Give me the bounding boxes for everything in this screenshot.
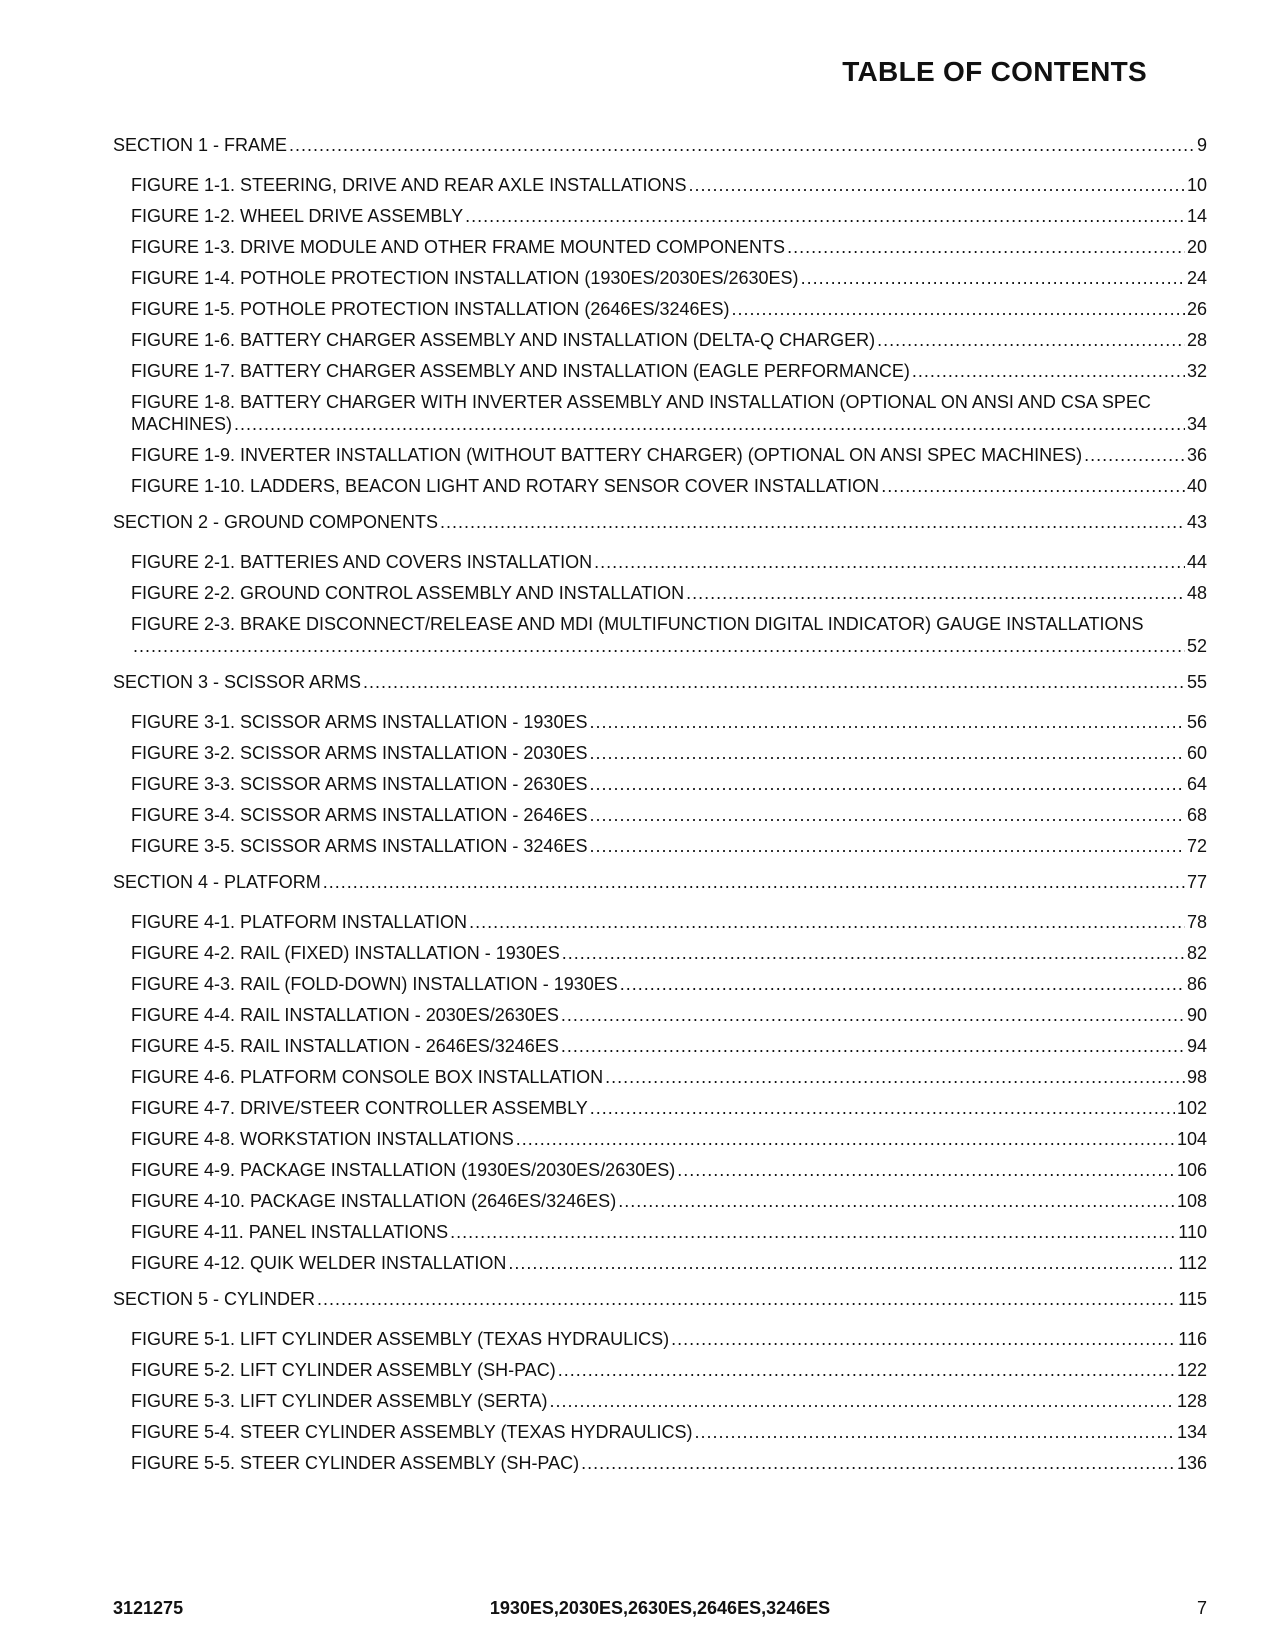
toc-figure-label: FIGURE 3-5. SCISSOR ARMS INSTALLATION - 3246ES — [131, 836, 588, 856]
toc-section-label: SECTION 4 - PLATFORM — [113, 872, 321, 892]
toc-figure-label: FIGURE 4-2. RAIL (FIXED) INSTALLATION - 1930ES — [131, 943, 560, 963]
toc-page-number: 9 — [1196, 135, 1207, 155]
toc-figure-entry[interactable] — [113, 1252, 1207, 1274]
toc-page-number: 122 — [1176, 1360, 1207, 1380]
toc-figure-label: FIGURE 4-7. DRIVE/STEER CONTROLLER ASSEMBLY — [131, 1098, 588, 1118]
toc-figure-label: FIGURE 4-8. WORKSTATION INSTALLATIONS — [131, 1129, 514, 1149]
toc-figure-label: FIGURE 2-3. BRAKE DISCONNECT/RELEASE AND MDI (MULTIFUNCTION DIGITAL INDICATOR) GAUGE INSTALLATIONS — [131, 614, 1144, 634]
toc-page-number: 112 — [1178, 1253, 1207, 1273]
dot-leader — [516, 1128, 1175, 1150]
dot-leader — [323, 871, 1185, 893]
toc-page-number: 98 — [1186, 1067, 1207, 1087]
toc-figure-entry[interactable] — [113, 742, 1207, 764]
dot-leader — [694, 1421, 1174, 1443]
toc-section — [113, 511, 1207, 657]
toc-figure-entry[interactable] — [113, 360, 1207, 382]
toc-figure-label: FIGURE 3-4. SCISSOR ARMS INSTALLATION - 2646ES — [131, 805, 588, 825]
dot-leader — [581, 1452, 1175, 1474]
toc-section-label: SECTION 1 - FRAME — [113, 135, 288, 155]
toc-figure-label: FIGURE 5-5. STEER CYLINDER ASSEMBLY (SH-PAC) — [131, 1453, 580, 1473]
toc-figure-label: FIGURE 1-4. POTHOLE PROTECTION INSTALLATION (1930ES/2030ES/2630ES) — [131, 268, 799, 288]
dot-leader — [562, 942, 1185, 964]
toc-page-number: 52 — [1186, 636, 1207, 656]
dot-leader — [618, 1190, 1175, 1212]
toc-page-number: 10 — [1186, 175, 1207, 195]
toc-figure-entry[interactable] — [113, 391, 1207, 435]
toc-page-number: 134 — [1176, 1422, 1207, 1442]
dot-leader — [561, 1004, 1185, 1026]
toc-figure-label: FIGURE 4-4. RAIL INSTALLATION - 2030ES/2630ES — [131, 1005, 559, 1025]
toc-page-number: 26 — [1186, 299, 1207, 319]
toc-section — [113, 871, 1207, 1274]
toc-figure-entry[interactable] — [113, 1159, 1207, 1181]
dot-leader — [558, 1359, 1175, 1381]
toc-figure-label: FIGURE 5-3. LIFT CYLINDER ASSEMBLY (SERTA) — [131, 1391, 548, 1411]
toc-section — [113, 134, 1207, 497]
toc-page-number: 78 — [1186, 912, 1207, 932]
dot-leader — [133, 635, 1185, 657]
dot-leader — [605, 1066, 1185, 1088]
toc-page-number: 40 — [1186, 476, 1207, 496]
dot-leader — [620, 973, 1185, 995]
toc-figure-entry[interactable] — [113, 835, 1207, 857]
table-of-contents — [113, 134, 1207, 1488]
toc-figure-label: FIGURE 1-9. INVERTER INSTALLATION (WITHOUT BATTERY CHARGER) (OPTIONAL ON ANSI SPEC MACHINES) — [131, 445, 1083, 465]
toc-figure-label: FIGURE 2-1. BATTERIES AND COVERS INSTALLATION — [131, 552, 593, 572]
toc-figure-label: FIGURE 3-1. SCISSOR ARMS INSTALLATION - 1930ES — [131, 712, 588, 732]
toc-figure-entry[interactable] — [113, 1421, 1207, 1443]
toc-figure-label: FIGURE 1-6. BATTERY CHARGER ASSEMBLY AND INSTALLATION (DELTA-Q CHARGER) — [131, 330, 876, 350]
toc-figure-entry[interactable] — [113, 911, 1207, 933]
toc-page-number: 102 — [1176, 1098, 1207, 1118]
toc-section-entry[interactable] — [113, 1288, 1207, 1310]
toc-figure-entry[interactable] — [113, 582, 1207, 604]
toc-section — [113, 671, 1207, 857]
toc-section-entry[interactable] — [113, 671, 1207, 693]
toc-page-number: 86 — [1186, 974, 1207, 994]
toc-figure-entry[interactable] — [113, 711, 1207, 733]
toc-page-number: 110 — [1178, 1222, 1207, 1242]
toc-page-number: 43 — [1186, 512, 1207, 532]
toc-figure-label: FIGURE 2-2. GROUND CONTROL ASSEMBLY AND INSTALLATION — [131, 583, 685, 603]
toc-page-number: 94 — [1186, 1036, 1207, 1056]
toc-figure-entry[interactable] — [113, 329, 1207, 351]
toc-page-number: 108 — [1176, 1191, 1207, 1211]
toc-figure-entry[interactable] — [113, 1390, 1207, 1412]
dot-leader — [469, 911, 1185, 933]
toc-figure-label: FIGURE 5-2. LIFT CYLINDER ASSEMBLY (SH-PAC) — [131, 1360, 556, 1380]
dot-leader — [289, 134, 1195, 156]
toc-figure-entry[interactable] — [113, 1452, 1207, 1474]
toc-page-number: 56 — [1186, 712, 1207, 732]
toc-figure-entry[interactable] — [113, 1097, 1207, 1119]
toc-figure-entry[interactable] — [113, 804, 1207, 826]
toc-page-number: 28 — [1186, 330, 1207, 350]
toc-page-number: 72 — [1186, 836, 1207, 856]
dot-leader — [877, 329, 1185, 351]
toc-figure-label: FIGURE 1-2. WHEEL DRIVE ASSEMBLY — [131, 206, 464, 226]
toc-section-entry[interactable] — [113, 871, 1207, 893]
toc-figure-entry[interactable] — [113, 1359, 1207, 1381]
toc-figure-label: FIGURE 1-5. POTHOLE PROTECTION INSTALLATION (2646ES/3246ES) — [131, 299, 730, 319]
toc-figure-label: FIGURE 1-8. BATTERY CHARGER WITH INVERTER ASSEMBLY AND INSTALLATION (OPTIONAL ON ANSI AND CSA SPEC — [131, 392, 1151, 412]
toc-figure-label: FIGURE 4-1. PLATFORM INSTALLATION — [131, 912, 468, 932]
toc-figure-entry[interactable] — [113, 1328, 1207, 1350]
toc-figure-label: FIGURE 1-1. STEERING, DRIVE AND REAR AXLE INSTALLATIONS — [131, 175, 687, 195]
dot-leader — [590, 1097, 1175, 1119]
toc-page-number: 68 — [1186, 805, 1207, 825]
dot-leader — [1084, 444, 1185, 466]
toc-figure-label: FIGURE 4-12. QUIK WELDER INSTALLATION — [131, 1253, 507, 1273]
toc-figure-label-continued: MACHINES) — [131, 414, 233, 434]
toc-figure-entry[interactable] — [113, 1221, 1207, 1243]
toc-figure-label: FIGURE 4-3. RAIL (FOLD-DOWN) INSTALLATION - 1930ES — [131, 974, 618, 994]
page-number: 7 — [1196, 1598, 1207, 1618]
toc-figure-label: FIGURE 4-10. PACKAGE INSTALLATION (2646ES/3246ES) — [131, 1191, 617, 1211]
toc-page-number: 104 — [1176, 1129, 1207, 1149]
dot-leader — [317, 1288, 1176, 1310]
toc-figure-entry[interactable] — [113, 613, 1207, 657]
dot-leader — [787, 236, 1185, 258]
toc-figure-label: FIGURE 4-11. PANEL INSTALLATIONS — [131, 1222, 449, 1242]
toc-page-number: 24 — [1186, 268, 1207, 288]
toc-figure-entry[interactable] — [113, 475, 1207, 497]
toc-section-entry[interactable] — [113, 511, 1207, 533]
toc-page-number: 90 — [1186, 1005, 1207, 1025]
toc-figure-entry[interactable] — [113, 236, 1207, 258]
toc-figure-entry[interactable] — [113, 174, 1207, 196]
toc-section-entry[interactable] — [113, 134, 1207, 156]
toc-section — [113, 1288, 1207, 1474]
toc-figure-label: FIGURE 1-7. BATTERY CHARGER ASSEMBLY AND INSTALLATION (EAGLE PERFORMANCE) — [131, 361, 910, 381]
dot-leader — [234, 413, 1185, 435]
page-title: TABLE OF CONTENTS — [842, 56, 1147, 87]
dot-leader — [912, 360, 1185, 382]
dot-leader — [688, 174, 1185, 196]
dot-leader — [589, 773, 1185, 795]
toc-page-number: 82 — [1186, 943, 1207, 963]
toc-page-number: 20 — [1186, 237, 1207, 257]
toc-page-number: 115 — [1178, 1289, 1207, 1309]
toc-figure-entry[interactable] — [113, 444, 1207, 466]
toc-figure-label: FIGURE 1-10. LADDERS, BEACON LIGHT AND ROTARY SENSOR COVER INSTALLATION — [131, 476, 880, 496]
toc-figure-entry[interactable] — [113, 1128, 1207, 1150]
toc-figure-entry[interactable] — [113, 267, 1207, 289]
toc-figure-label: FIGURE 4-5. RAIL INSTALLATION - 2646ES/3246ES — [131, 1036, 559, 1056]
toc-figure-entry[interactable] — [113, 1004, 1207, 1026]
doc-number: 3121275 — [113, 1598, 184, 1618]
toc-page-number: 77 — [1186, 872, 1207, 892]
toc-figure-label: FIGURE 1-3. DRIVE MODULE AND OTHER FRAME MOUNTED COMPONENTS — [131, 237, 786, 257]
toc-figure-entry[interactable] — [113, 1066, 1207, 1088]
dot-leader — [363, 671, 1185, 693]
dot-leader — [589, 711, 1185, 733]
toc-page-number: 48 — [1186, 583, 1207, 603]
dot-leader — [465, 205, 1185, 227]
dot-leader — [508, 1252, 1176, 1274]
dot-leader — [549, 1390, 1175, 1412]
toc-figure-entry[interactable] — [113, 551, 1207, 573]
toc-page-number: 44 — [1186, 552, 1207, 572]
toc-page-number: 60 — [1186, 743, 1207, 763]
dot-leader — [450, 1221, 1176, 1243]
dot-leader — [589, 804, 1185, 826]
dot-leader — [686, 582, 1185, 604]
dot-leader — [561, 1035, 1185, 1057]
dot-leader — [801, 267, 1185, 289]
dot-leader — [732, 298, 1185, 320]
toc-page-number: 64 — [1186, 774, 1207, 794]
dot-leader — [594, 551, 1185, 573]
toc-figure-entry[interactable] — [113, 1190, 1207, 1212]
toc-figure-label: FIGURE 5-1. LIFT CYLINDER ASSEMBLY (TEXAS HYDRAULICS) — [131, 1329, 670, 1349]
toc-page-number: 14 — [1186, 206, 1207, 226]
toc-page-number: 55 — [1186, 672, 1207, 692]
toc-section-label: SECTION 3 - SCISSOR ARMS — [113, 672, 362, 692]
toc-section-label: SECTION 5 - CYLINDER — [113, 1289, 316, 1309]
toc-figure-entry[interactable] — [113, 1035, 1207, 1057]
toc-page-number: 34 — [1186, 414, 1207, 434]
toc-figure-label: FIGURE 4-9. PACKAGE INSTALLATION (1930ES/2030ES/2630ES) — [131, 1160, 676, 1180]
toc-figure-entry[interactable] — [113, 205, 1207, 227]
toc-page-number: 136 — [1176, 1453, 1207, 1473]
toc-figure-entry[interactable] — [113, 973, 1207, 995]
model-list: 1930ES,2030ES,2630ES,2646ES,3246ES — [489, 1598, 831, 1618]
dot-leader — [440, 511, 1185, 533]
toc-section-label: SECTION 2 - GROUND COMPONENTS — [113, 512, 439, 532]
toc-page-number: 106 — [1176, 1160, 1207, 1180]
toc-page-number: 128 — [1176, 1391, 1207, 1411]
toc-page-number: 116 — [1178, 1329, 1207, 1349]
toc-figure-label: FIGURE 5-4. STEER CYLINDER ASSEMBLY (TEXAS HYDRAULICS) — [131, 1422, 693, 1442]
toc-figure-entry[interactable] — [113, 298, 1207, 320]
toc-page-number: 32 — [1186, 361, 1207, 381]
dot-leader — [589, 835, 1185, 857]
dot-leader — [881, 475, 1185, 497]
dot-leader — [677, 1159, 1175, 1181]
toc-figure-entry[interactable] — [113, 942, 1207, 964]
toc-figure-label: FIGURE 3-3. SCISSOR ARMS INSTALLATION - 2630ES — [131, 774, 588, 794]
dot-leader — [671, 1328, 1176, 1350]
toc-figure-entry[interactable] — [113, 773, 1207, 795]
toc-page-number: 36 — [1186, 445, 1207, 465]
dot-leader — [589, 742, 1185, 764]
toc-figure-label: FIGURE 3-2. SCISSOR ARMS INSTALLATION - 2030ES — [131, 743, 588, 763]
toc-figure-label: FIGURE 4-6. PLATFORM CONSOLE BOX INSTALLATION — [131, 1067, 604, 1087]
